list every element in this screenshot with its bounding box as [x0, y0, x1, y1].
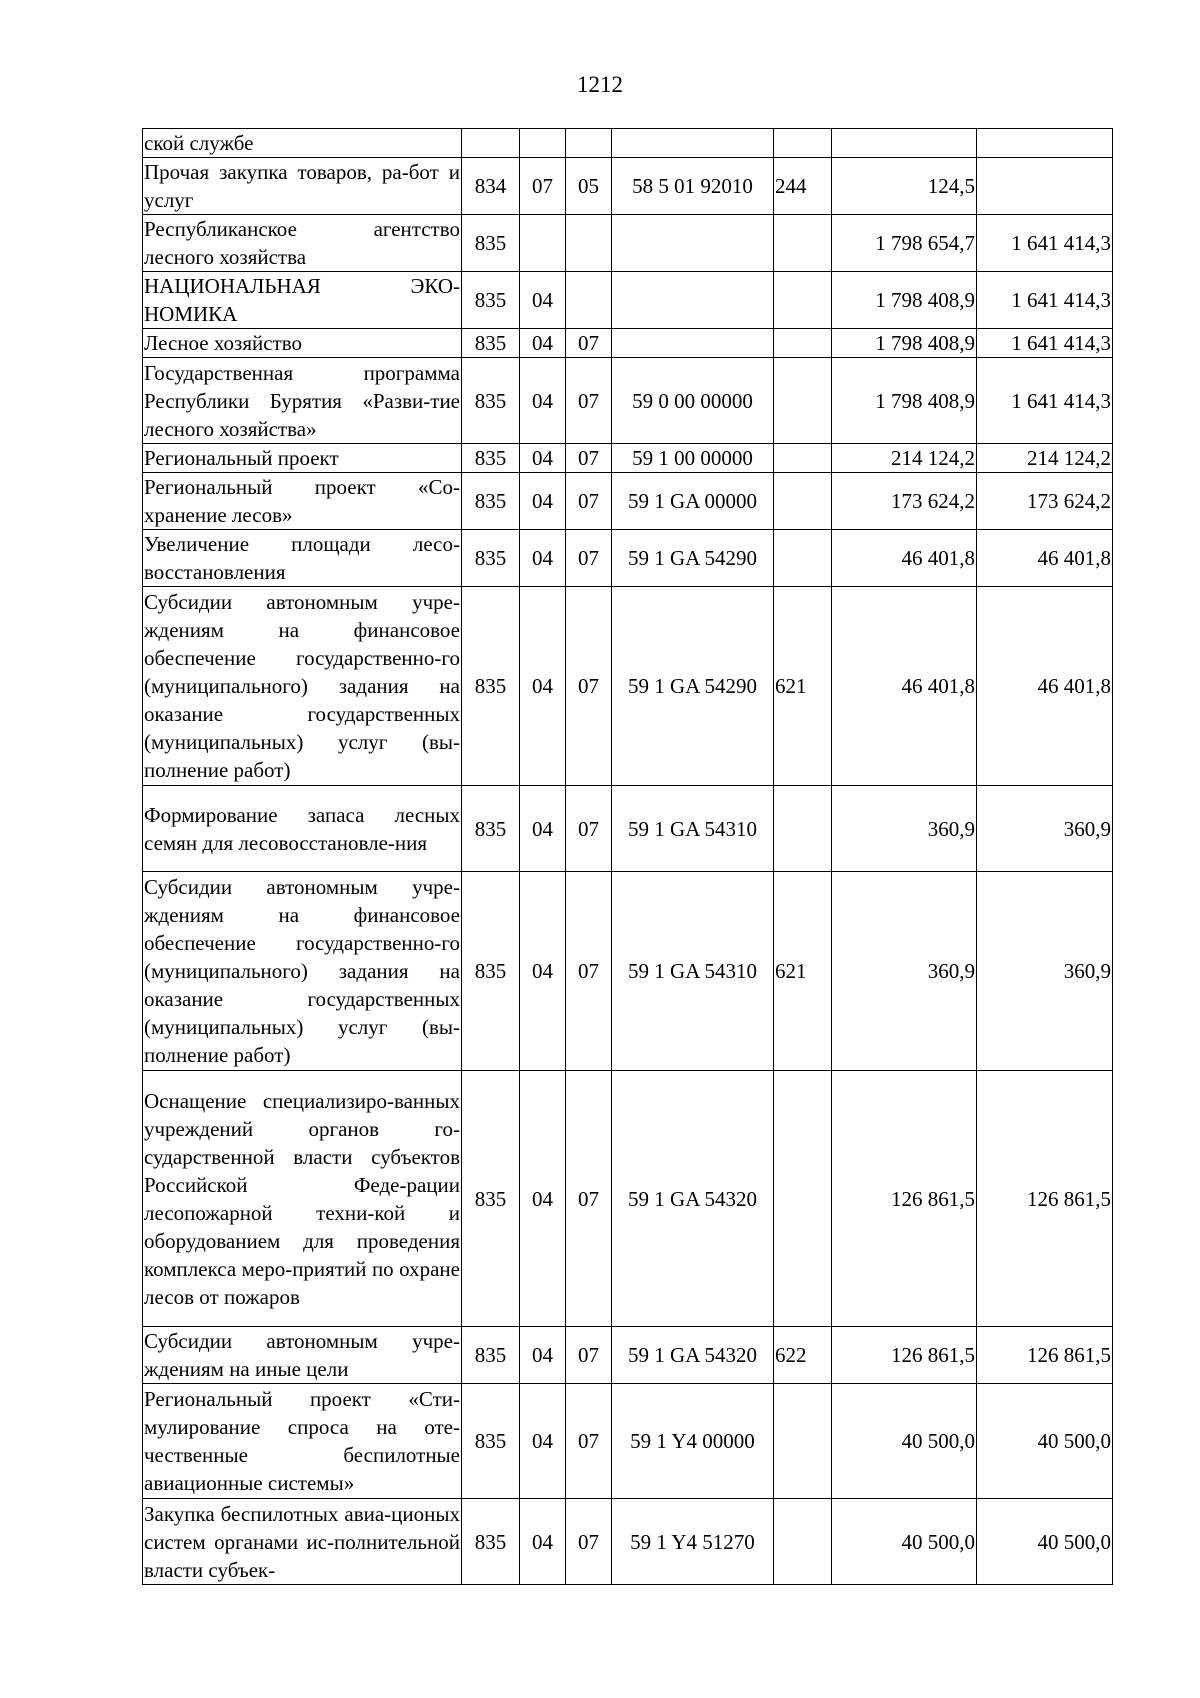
cell-section: 04: [520, 872, 566, 1071]
cell-subsection: [566, 272, 612, 329]
cell-sum-2: 360,9: [977, 872, 1113, 1071]
cell-code: 835: [462, 786, 520, 872]
cell-subsection: 07: [566, 1384, 612, 1499]
cell-expense-type: [774, 473, 832, 530]
cell-expense-type: 622: [774, 1327, 832, 1384]
cell-section: [520, 215, 566, 272]
page-number: 1212: [577, 72, 623, 97]
cell-sum-1: 1 798 408,9: [832, 358, 977, 444]
cell-expense-type: [774, 329, 832, 358]
cell-target: 59 1 00 00000: [612, 444, 774, 473]
cell-section: 04: [520, 587, 566, 786]
cell-subsection: 07: [566, 329, 612, 358]
cell-code: 834: [462, 158, 520, 215]
table-row: [143, 1499, 1113, 1585]
cell-sum-1: 40 500,0: [832, 1384, 977, 1499]
cell-target: 59 1 GA 54310: [612, 786, 774, 872]
cell-subsection: 07: [566, 444, 612, 473]
table-row: [143, 473, 1113, 530]
cell-code: 835: [462, 358, 520, 444]
table-row: [143, 587, 1113, 786]
cell-expense-type: [774, 358, 832, 444]
table-row: [143, 872, 1113, 1071]
cell-section: 04: [520, 329, 566, 358]
cell-sum-1: 1 798 408,9: [832, 329, 977, 358]
cell-subsection: 07: [566, 1499, 612, 1585]
cell-section: 04: [520, 473, 566, 530]
cell-code: [462, 129, 520, 158]
cell-sum-2: 360,9: [977, 786, 1113, 872]
cell-section: 04: [520, 1071, 566, 1327]
cell-name: НАЦИОНАЛЬНАЯ ЭКО-НОМИКА: [143, 272, 462, 329]
cell-code: 835: [462, 1071, 520, 1327]
cell-target: 58 5 01 92010: [612, 158, 774, 215]
cell-section: 04: [520, 272, 566, 329]
table-row: [143, 329, 1113, 358]
cell-name: Региональный проект: [143, 444, 462, 473]
budget-table: [142, 128, 1113, 1585]
cell-expense-type: [774, 272, 832, 329]
cell-sum-1: 360,9: [832, 872, 977, 1071]
cell-sum-2: [977, 129, 1113, 158]
cell-code: 835: [462, 1384, 520, 1499]
cell-sum-1: 1 798 654,7: [832, 215, 977, 272]
cell-subsection: 07: [566, 1327, 612, 1384]
cell-sum-1: 360,9: [832, 786, 977, 872]
cell-subsection: 07: [566, 358, 612, 444]
cell-expense-type: 621: [774, 587, 832, 786]
table-row: [143, 129, 1113, 158]
cell-section: [520, 129, 566, 158]
cell-target: 59 0 00 00000: [612, 358, 774, 444]
cell-name: Региональный проект «Сти-мулирование спроса на оте-чественные беспилотные авиационные системы»: [143, 1384, 462, 1499]
cell-sum-1: 40 500,0: [832, 1499, 977, 1585]
cell-name: Субсидии автономным учре-ждениям на финансовое обеспечение государственно-го (муниципального) задания на оказание государственных (муниципальных) услуг (вы-полнение работ): [143, 872, 462, 1071]
cell-expense-type: [774, 786, 832, 872]
cell-code: 835: [462, 444, 520, 473]
cell-name: Прочая закупка товаров, ра-бот и услуг: [143, 158, 462, 215]
cell-expense-type: [774, 1499, 832, 1585]
cell-sum-2: [977, 158, 1113, 215]
cell-sum-2: 1 641 414,3: [977, 358, 1113, 444]
cell-section: 04: [520, 786, 566, 872]
cell-target: 59 1 GA 00000: [612, 473, 774, 530]
cell-subsection: [566, 129, 612, 158]
cell-name: Региональный проект «Со-хранение лесов»: [143, 473, 462, 530]
cell-target: 59 1 GA 54290: [612, 530, 774, 587]
cell-code: 835: [462, 215, 520, 272]
cell-code: 835: [462, 1327, 520, 1384]
cell-name: Формирование запаса лесных семян для лесовосстановле-ния: [143, 786, 462, 872]
cell-code: 835: [462, 872, 520, 1071]
table-row: [143, 358, 1113, 444]
cell-target: 59 1 Y4 51270: [612, 1499, 774, 1585]
cell-section: 07: [520, 158, 566, 215]
table-row: [143, 158, 1113, 215]
cell-name: Закупка беспилотных авиа-ционых систем органами ис-полнительной власти субъек-: [143, 1499, 462, 1585]
cell-target: 59 1 GA 54320: [612, 1071, 774, 1327]
cell-expense-type: [774, 1071, 832, 1327]
cell-sum-1: 214 124,2: [832, 444, 977, 473]
cell-subsection: 07: [566, 473, 612, 530]
table-row: [143, 530, 1113, 587]
cell-code: 835: [462, 272, 520, 329]
cell-subsection: 07: [566, 587, 612, 786]
cell-sum-2: 126 861,5: [977, 1327, 1113, 1384]
cell-subsection: [566, 215, 612, 272]
cell-section: 04: [520, 1327, 566, 1384]
cell-target: 59 1 GA 54310: [612, 872, 774, 1071]
cell-subsection: 07: [566, 872, 612, 1071]
cell-target: [612, 129, 774, 158]
table-body: [143, 129, 1113, 1585]
cell-code: 835: [462, 473, 520, 530]
table-row: [143, 444, 1113, 473]
cell-section: 04: [520, 358, 566, 444]
cell-expense-type: [774, 215, 832, 272]
cell-expense-type: [774, 530, 832, 587]
cell-expense-type: 621: [774, 872, 832, 1071]
cell-name: Государственная программа Республики Бурятия «Разви-тие лесного хозяйства»: [143, 358, 462, 444]
cell-expense-type: [774, 444, 832, 473]
cell-subsection: 07: [566, 530, 612, 587]
cell-name: Лесное хозяйство: [143, 329, 462, 358]
cell-name: ской службе: [143, 129, 462, 158]
cell-target: [612, 329, 774, 358]
cell-name: Субсидии автономным учре-ждениям на финансовое обеспечение государственно-го (муниципального) задания на оказание государственных (муниципальных) услуг (вы-полнение работ): [143, 587, 462, 786]
cell-sum-2: 173 624,2: [977, 473, 1113, 530]
cell-code: 835: [462, 329, 520, 358]
cell-target: 59 1 GA 54290: [612, 587, 774, 786]
cell-sum-2: 46 401,8: [977, 587, 1113, 786]
cell-expense-type: [774, 129, 832, 158]
cell-section: 04: [520, 1384, 566, 1499]
table-row: [143, 272, 1113, 329]
cell-subsection: 07: [566, 1071, 612, 1327]
cell-target: 59 1 Y4 00000: [612, 1384, 774, 1499]
table-row: [143, 786, 1113, 872]
cell-section: 04: [520, 444, 566, 473]
cell-name: Республиканское агентство лесного хозяйства: [143, 215, 462, 272]
cell-code: 835: [462, 1499, 520, 1585]
table-row: [143, 215, 1113, 272]
cell-sum-2: 126 861,5: [977, 1071, 1113, 1327]
cell-code: 835: [462, 587, 520, 786]
cell-target: 59 1 GA 54320: [612, 1327, 774, 1384]
cell-section: 04: [520, 530, 566, 587]
cell-sum-1: 46 401,8: [832, 530, 977, 587]
cell-subsection: 07: [566, 786, 612, 872]
cell-sum-2: 46 401,8: [977, 530, 1113, 587]
cell-sum-1: [832, 129, 977, 158]
cell-sum-1: 173 624,2: [832, 473, 977, 530]
table-row: [143, 1071, 1113, 1327]
cell-sum-1: 46 401,8: [832, 587, 977, 786]
cell-sum-2: 1 641 414,3: [977, 215, 1113, 272]
cell-sum-1: 1 798 408,9: [832, 272, 977, 329]
cell-target: [612, 215, 774, 272]
cell-sum-1: 126 861,5: [832, 1071, 977, 1327]
cell-sum-2: 40 500,0: [977, 1384, 1113, 1499]
table-row: [143, 1327, 1113, 1384]
cell-sum-2: 214 124,2: [977, 444, 1113, 473]
cell-sum-1: 126 861,5: [832, 1327, 977, 1384]
cell-sum-2: 1 641 414,3: [977, 272, 1113, 329]
cell-code: 835: [462, 530, 520, 587]
cell-section: 04: [520, 1499, 566, 1585]
cell-name: Оснащение специализиро-ванных учреждений органов го-сударственной власти субъектов Российской Феде-рации лесопожарной техни-кой и оборудованием для проведения комплекса меро-приятий по охране лесов от пожаров: [143, 1071, 462, 1327]
cell-subsection: 05: [566, 158, 612, 215]
cell-target: [612, 272, 774, 329]
cell-sum-2: 1 641 414,3: [977, 329, 1113, 358]
cell-name: Субсидии автономным учре-ждениям на иные цели: [143, 1327, 462, 1384]
cell-sum-2: 40 500,0: [977, 1499, 1113, 1585]
cell-name: Увеличение площади лесо-восстановления: [143, 530, 462, 587]
cell-expense-type: 244: [774, 158, 832, 215]
table-row: [143, 1384, 1113, 1499]
cell-sum-1: 124,5: [832, 158, 977, 215]
cell-expense-type: [774, 1384, 832, 1499]
